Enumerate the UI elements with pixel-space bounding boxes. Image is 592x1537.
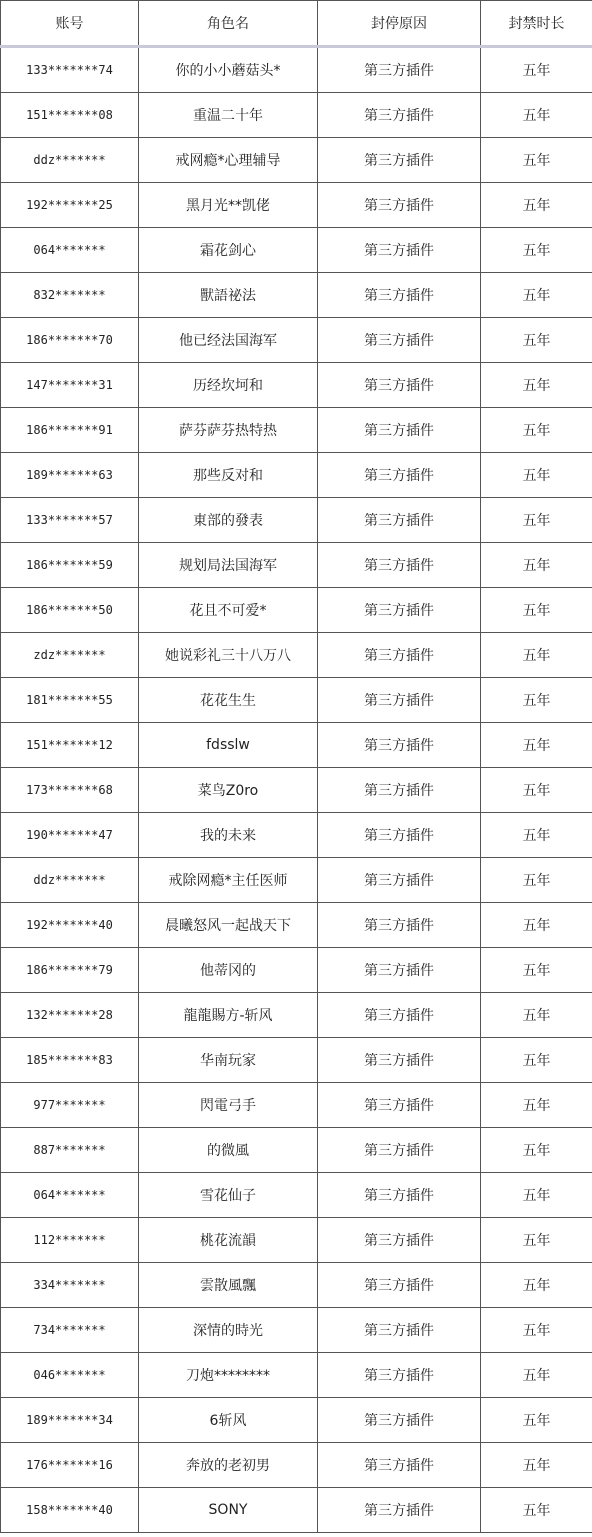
cell-account: 186*******91 xyxy=(1,408,139,453)
cell-role-name: 那些反对和 xyxy=(139,453,318,498)
cell-role-name: 历经坎坷和 xyxy=(139,363,318,408)
table-row xyxy=(1,948,592,993)
cell-ban-duration: 五年 xyxy=(481,363,592,408)
cell-role-name: 黑月光**凯佬 xyxy=(139,183,318,228)
table-row xyxy=(1,498,592,543)
cell-account: 147*******31 xyxy=(1,363,139,408)
cell-account: 192*******40 xyxy=(1,903,139,948)
cell-ban-reason: 第三方插件 xyxy=(318,1173,481,1218)
cell-account: 190*******47 xyxy=(1,813,139,858)
table-row xyxy=(1,408,592,453)
cell-ban-duration: 五年 xyxy=(481,768,592,813)
table-row xyxy=(1,1218,592,1263)
cell-account: ddz******* xyxy=(1,858,139,903)
cell-role-name: 他蒂冈的 xyxy=(139,948,318,993)
cell-ban-duration: 五年 xyxy=(481,1038,592,1083)
cell-ban-duration: 五年 xyxy=(481,408,592,453)
cell-account: 133*******57 xyxy=(1,498,139,543)
cell-ban-reason: 第三方插件 xyxy=(318,1083,481,1128)
cell-ban-reason: 第三方插件 xyxy=(318,1308,481,1353)
cell-role-name: 奔放的老初男 xyxy=(139,1443,318,1488)
cell-role-name: 花且不可爱* xyxy=(139,588,318,633)
header-ban-reason: 封停原因 xyxy=(318,1,481,47)
cell-account: 064******* xyxy=(1,1173,139,1218)
cell-account: 186*******70 xyxy=(1,318,139,363)
cell-role-name: 他已经法国海军 xyxy=(139,318,318,363)
cell-account: 185*******83 xyxy=(1,1038,139,1083)
cell-account: 064******* xyxy=(1,228,139,273)
table-row xyxy=(1,1038,592,1083)
cell-ban-duration: 五年 xyxy=(481,318,592,363)
cell-role-name: 菜鸟Z0ro xyxy=(139,768,318,813)
table-body xyxy=(1,47,592,1533)
table-row xyxy=(1,993,592,1038)
cell-ban-duration: 五年 xyxy=(481,1308,592,1353)
cell-ban-reason: 第三方插件 xyxy=(318,1353,481,1398)
table-row xyxy=(1,1083,592,1128)
cell-role-name: 晨曦怒风一起战天下 xyxy=(139,903,318,948)
cell-ban-duration: 五年 xyxy=(481,1218,592,1263)
table-row xyxy=(1,228,592,273)
cell-ban-reason: 第三方插件 xyxy=(318,273,481,318)
cell-ban-reason: 第三方插件 xyxy=(318,1263,481,1308)
cell-ban-reason: 第三方插件 xyxy=(318,453,481,498)
table-row xyxy=(1,1263,592,1308)
table-row xyxy=(1,813,592,858)
cell-ban-duration: 五年 xyxy=(481,1353,592,1398)
cell-ban-reason: 第三方插件 xyxy=(318,723,481,768)
table-row xyxy=(1,453,592,498)
cell-role-name: 東部的發表 xyxy=(139,498,318,543)
cell-role-name: 龍龍賜方-斩风 xyxy=(139,993,318,1038)
cell-ban-duration: 五年 xyxy=(481,47,592,93)
cell-account: 186*******59 xyxy=(1,543,139,588)
table-row xyxy=(1,1398,592,1443)
table-row xyxy=(1,363,592,408)
table-row xyxy=(1,93,592,138)
cell-ban-reason: 第三方插件 xyxy=(318,543,481,588)
cell-role-name: 她说彩礼三十八万八 xyxy=(139,633,318,678)
cell-ban-reason: 第三方插件 xyxy=(318,633,481,678)
cell-ban-duration: 五年 xyxy=(481,633,592,678)
cell-ban-reason: 第三方插件 xyxy=(318,183,481,228)
table-row xyxy=(1,1128,592,1173)
cell-role-name: 萨芬萨芬热特热 xyxy=(139,408,318,453)
cell-ban-reason: 第三方插件 xyxy=(318,858,481,903)
cell-ban-duration: 五年 xyxy=(481,1128,592,1173)
cell-role-name: 我的未来 xyxy=(139,813,318,858)
cell-role-name: 规划局法国海军 xyxy=(139,543,318,588)
cell-account: 734******* xyxy=(1,1308,139,1353)
cell-ban-duration: 五年 xyxy=(481,678,592,723)
cell-role-name: SONY xyxy=(139,1488,318,1533)
table-row xyxy=(1,1353,592,1398)
cell-account: 046******* xyxy=(1,1353,139,1398)
cell-ban-reason: 第三方插件 xyxy=(318,1443,481,1488)
table-row xyxy=(1,903,592,948)
table-row xyxy=(1,1308,592,1353)
cell-role-name: 閃電弓手 xyxy=(139,1083,318,1128)
cell-ban-reason: 第三方插件 xyxy=(318,47,481,93)
cell-ban-reason: 第三方插件 xyxy=(318,498,481,543)
table-row xyxy=(1,273,592,318)
cell-ban-reason: 第三方插件 xyxy=(318,363,481,408)
cell-account: 158*******40 xyxy=(1,1488,139,1533)
cell-account: 977******* xyxy=(1,1083,139,1128)
cell-account: 173*******68 xyxy=(1,768,139,813)
cell-ban-duration: 五年 xyxy=(481,1263,592,1308)
cell-ban-duration: 五年 xyxy=(481,993,592,1038)
cell-ban-duration: 五年 xyxy=(481,543,592,588)
table-row xyxy=(1,183,592,228)
cell-account: 832******* xyxy=(1,273,139,318)
table-row xyxy=(1,138,592,183)
cell-ban-duration: 五年 xyxy=(481,1488,592,1533)
cell-role-name: 花花生生 xyxy=(139,678,318,723)
cell-ban-duration: 五年 xyxy=(481,723,592,768)
table-row xyxy=(1,723,592,768)
cell-ban-duration: 五年 xyxy=(481,138,592,183)
cell-account: zdz******* xyxy=(1,633,139,678)
table-row xyxy=(1,1173,592,1218)
cell-role-name: 霜花剑心 xyxy=(139,228,318,273)
header-row xyxy=(1,1,592,47)
header-account: 账号 xyxy=(1,1,139,47)
cell-ban-reason: 第三方插件 xyxy=(318,678,481,723)
cell-role-name: 桃花流韻 xyxy=(139,1218,318,1263)
cell-ban-reason: 第三方插件 xyxy=(318,318,481,363)
table-row xyxy=(1,1443,592,1488)
cell-account: 181*******55 xyxy=(1,678,139,723)
cell-account: 132*******28 xyxy=(1,993,139,1038)
cell-ban-duration: 五年 xyxy=(481,93,592,138)
cell-role-name: 刀炮******** xyxy=(139,1353,318,1398)
cell-account: 192*******25 xyxy=(1,183,139,228)
cell-account: 186*******50 xyxy=(1,588,139,633)
cell-role-name: fdsslw xyxy=(139,723,318,768)
cell-ban-duration: 五年 xyxy=(481,1083,592,1128)
cell-account: 189*******34 xyxy=(1,1398,139,1443)
cell-role-name: 华南玩家 xyxy=(139,1038,318,1083)
table-row xyxy=(1,543,592,588)
cell-ban-reason: 第三方插件 xyxy=(318,1398,481,1443)
cell-role-name: 6斩风 xyxy=(139,1398,318,1443)
cell-account: 112******* xyxy=(1,1218,139,1263)
cell-ban-reason: 第三方插件 xyxy=(318,138,481,183)
cell-account: 189*******63 xyxy=(1,453,139,498)
cell-ban-reason: 第三方插件 xyxy=(318,228,481,273)
cell-ban-duration: 五年 xyxy=(481,1398,592,1443)
cell-ban-reason: 第三方插件 xyxy=(318,993,481,1038)
table-row xyxy=(1,1488,592,1533)
table-row xyxy=(1,588,592,633)
cell-role-name: 雪花仙子 xyxy=(139,1173,318,1218)
cell-ban-reason: 第三方插件 xyxy=(318,588,481,633)
cell-ban-reason: 第三方插件 xyxy=(318,93,481,138)
table-row xyxy=(1,633,592,678)
cell-role-name: 的微風 xyxy=(139,1128,318,1173)
cell-ban-duration: 五年 xyxy=(481,813,592,858)
cell-ban-reason: 第三方插件 xyxy=(318,1488,481,1533)
cell-ban-reason: 第三方插件 xyxy=(318,903,481,948)
cell-account: 186*******79 xyxy=(1,948,139,993)
cell-role-name: 重温二十年 xyxy=(139,93,318,138)
table-row xyxy=(1,47,592,93)
cell-role-name: 獸語祕法 xyxy=(139,273,318,318)
cell-ban-reason: 第三方插件 xyxy=(318,948,481,993)
cell-ban-reason: 第三方插件 xyxy=(318,1128,481,1173)
cell-account: 887******* xyxy=(1,1128,139,1173)
cell-ban-reason: 第三方插件 xyxy=(318,1038,481,1083)
cell-ban-duration: 五年 xyxy=(481,273,592,318)
cell-role-name: 戒除网瘾*主任医师 xyxy=(139,858,318,903)
table-row xyxy=(1,678,592,723)
cell-account: 334******* xyxy=(1,1263,139,1308)
cell-role-name: 你的小小蘑菇头* xyxy=(139,47,318,93)
cell-account: ddz******* xyxy=(1,138,139,183)
table-row xyxy=(1,858,592,903)
cell-ban-duration: 五年 xyxy=(481,858,592,903)
cell-ban-duration: 五年 xyxy=(481,1173,592,1218)
cell-ban-reason: 第三方插件 xyxy=(318,408,481,453)
table-row xyxy=(1,318,592,363)
header-role-name: 角色名 xyxy=(139,1,318,47)
cell-ban-reason: 第三方插件 xyxy=(318,813,481,858)
cell-ban-duration: 五年 xyxy=(481,903,592,948)
table-header xyxy=(1,1,592,47)
cell-account: 151*******08 xyxy=(1,93,139,138)
cell-account: 151*******12 xyxy=(1,723,139,768)
cell-ban-reason: 第三方插件 xyxy=(318,1218,481,1263)
cell-ban-duration: 五年 xyxy=(481,588,592,633)
cell-role-name: 雲散風飄 xyxy=(139,1263,318,1308)
cell-account: 176*******16 xyxy=(1,1443,139,1488)
table-row xyxy=(1,768,592,813)
cell-ban-duration: 五年 xyxy=(481,498,592,543)
cell-ban-duration: 五年 xyxy=(481,183,592,228)
cell-ban-reason: 第三方插件 xyxy=(318,768,481,813)
cell-ban-duration: 五年 xyxy=(481,453,592,498)
header-ban-duration: 封禁时长 xyxy=(481,1,592,47)
cell-account: 133*******74 xyxy=(1,47,139,93)
cell-role-name: 深情的時光 xyxy=(139,1308,318,1353)
cell-ban-duration: 五年 xyxy=(481,948,592,993)
cell-ban-duration: 五年 xyxy=(481,228,592,273)
cell-role-name: 戒网瘾*心理辅导 xyxy=(139,138,318,183)
cell-ban-duration: 五年 xyxy=(481,1443,592,1488)
